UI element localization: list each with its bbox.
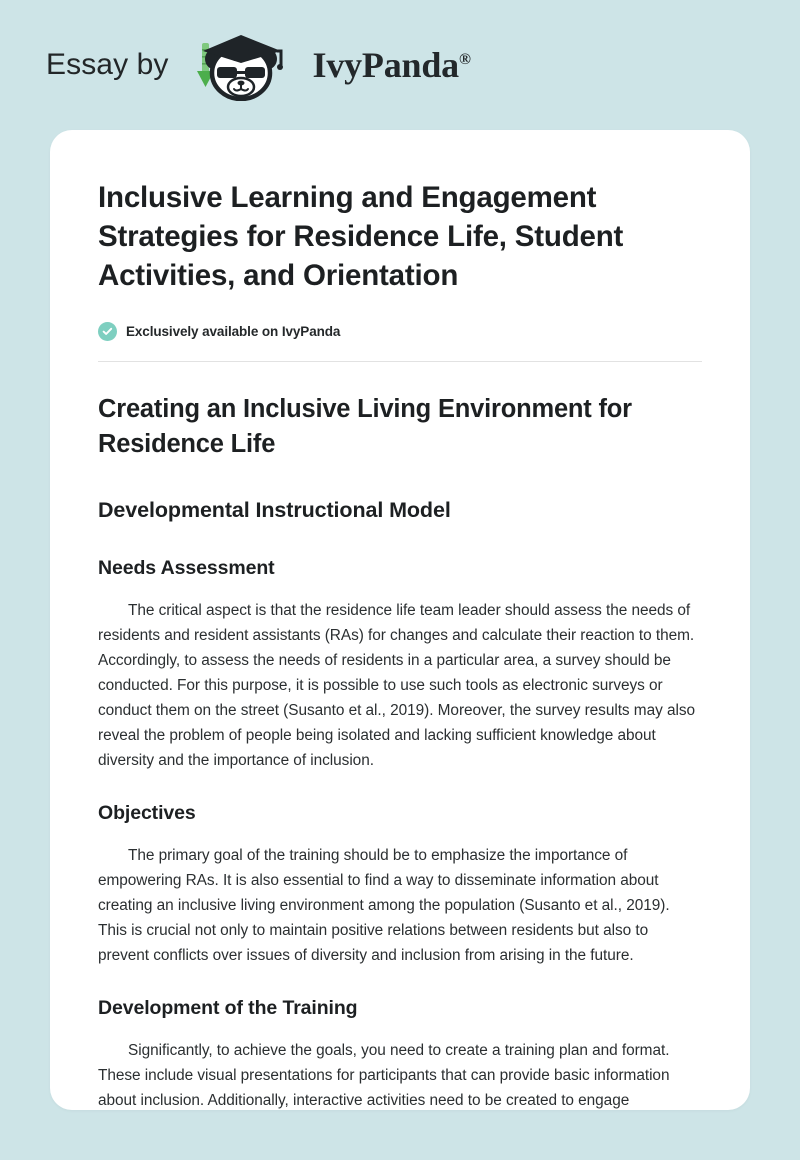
ivypanda-brand-lockup[interactable] — [185, 29, 471, 101]
exclusive-availability-badge — [98, 322, 702, 341]
block-heading-development-of-the-training: Development of the Training — [98, 996, 358, 1019]
essay-card — [50, 130, 750, 1110]
panda-graduation-cap-logo-icon — [185, 29, 313, 101]
block-heading-objectives: Objectives — [98, 801, 196, 824]
subsection-heading: Developmental Instructional Model — [98, 497, 451, 522]
check-circle-icon — [98, 322, 117, 341]
block-paragraph-needs-assessment: The critical aspect is that the residence life team leader should assess the needs of residents and resident assistants (RAs) for changes and calculate their reaction to them. Accordingly, to assess the needs of residents in a particular area, a survey should be conducted. For this purpose, it is possible to use such tools as electronic surveys or conduct them on the street (Susanto et al., 2019). Moreover, the survey results may also reveal the problem of people being isolated and lacking sufficient knowledge about diversity and the importance of inclusion. — [98, 601, 695, 769]
block-paragraph-development-of-the-training: Significantly, to achieve the goals, you need to create a training plan and format. These include visual presentations for participants that can provide basic information about inclusion. Additionally, interactive activities need to be created to engage — [98, 1041, 670, 1109]
block-paragraph-objectives: The primary goal of the training should be to emphasize the importance of empowering RAs. It is also essential to find a way to disseminate information about creating an inclusive living environment among the population (Susanto et al., 2019). This is crucial not only to maintain positive relations between residents but also to prevent conflicts over issues of diversity and inclusion from arising in the future. — [98, 846, 670, 964]
brand-wordmark — [313, 47, 471, 83]
brand-name-text: IvyPanda — [312, 45, 459, 85]
block-heading-needs-assessment: Needs Assessment — [98, 556, 275, 579]
registered-mark: ® — [458, 51, 471, 68]
essay-by-label: Essay by — [46, 48, 169, 81]
section-heading: Creating an Inclusive Living Environment for Residence Life — [98, 394, 632, 458]
header-divider — [98, 361, 702, 362]
page-title: Inclusive Learning and Engagement Strategies for Residence Life, Student Activities, and Orientation — [98, 181, 624, 293]
exclusive-availability-label: Exclusively available on IvyPanda — [126, 323, 341, 339]
page-header — [0, 0, 800, 130]
